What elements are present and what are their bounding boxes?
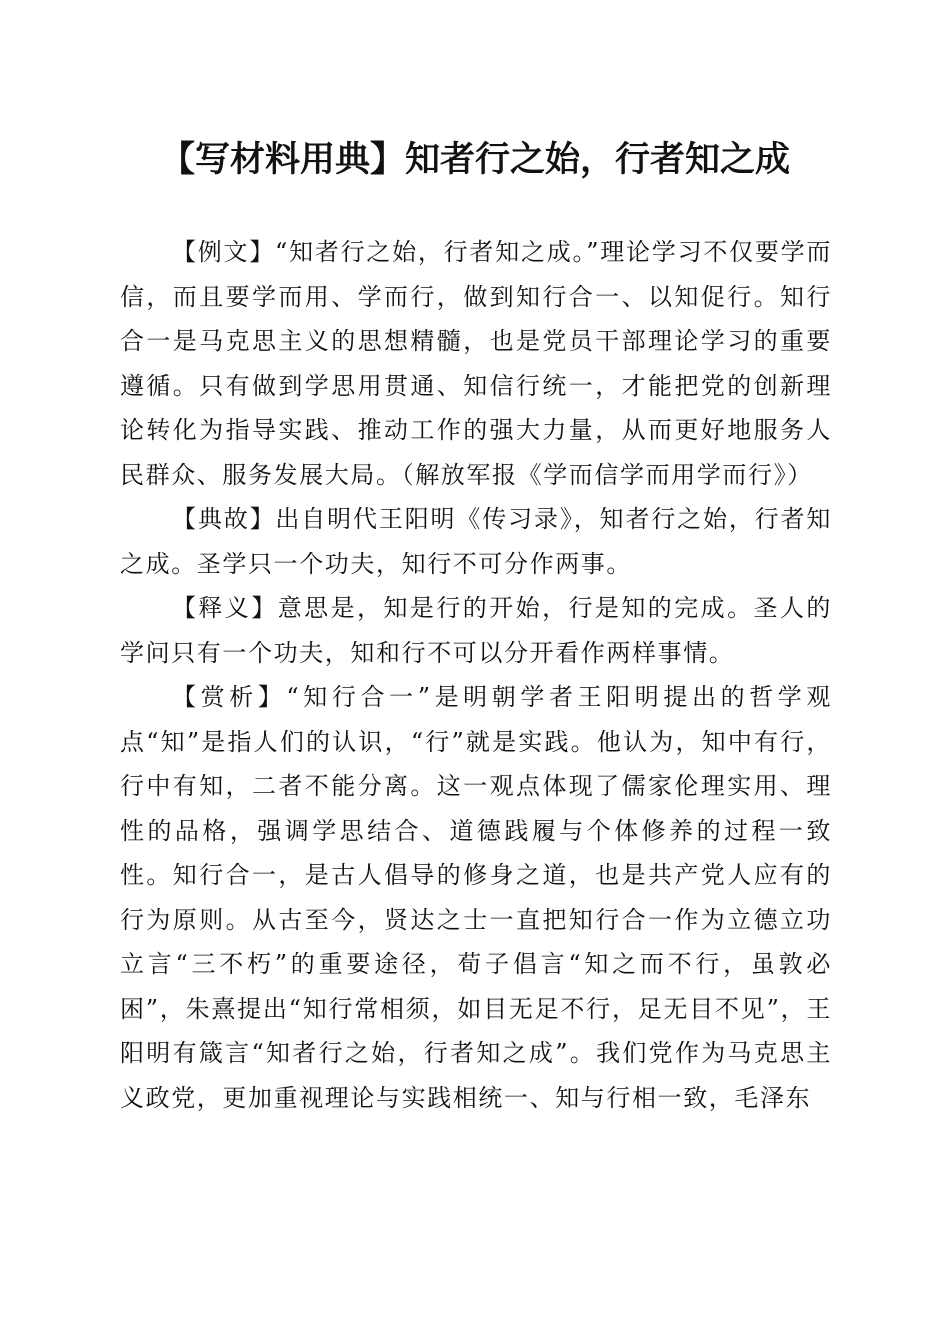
document-body	[120, 230, 832, 1120]
document-title: 【写材料用典】知者行之始，行者知之成	[159, 139, 790, 180]
paragraph-interpretation: 【释义】意思是，知是行的开始，行是知的完成。圣人的学问只有一个功夫，知和行不可以分开看作两样事情。	[120, 594, 832, 667]
paragraph-allusion: 【典故】出自明代王阳明《传习录》，知者行之始，行者知之成。圣学只一个功夫，知行不可分作两事。	[120, 505, 832, 578]
paragraph-appreciation: 【赏析】“知行合一”是明朝学者王阳明提出的哲学观点“知”是指人们的认识，“行”就是实践。他认为，知中有行，行中有知，二者不能分离。这一观点体现了儒家伦理实用、理性的品格，强调学思结合、道德践履与个体修养的过程一致性。知行合一，是古人倡导的修身之道，也是共产党人应有的行为原则。从古至今，贤达之士一直把知行合一作为立德立功立言“三不朽”的重要途径，荀子倡言“知之而不行，虽敦必困”，朱熹提出“知行常相须，如目无足不行，足无目不见”，王阳明有箴言“知者行之始，行者知之成”。我们党作为马克思主义政党，更加重视理论与实践相统一、知与行相一致，毛泽东	[120, 683, 832, 1112]
paragraph-example: 【例文】“知者行之始，行者知之成。”理论学习不仅要学而信，而且要学而用、学而行，做到知行合一、以知促行。知行合一是马克思主义的思想精髓，也是党员干部理论学习的重要遵循。只有做到学思用贯通、知信行统一，才能把党的创新理论转化为指导实践、推动工作的强大力量，从而更好地服务人民群众、服务发展大局。（解放军报《学而信学而用学而行》）	[120, 238, 832, 489]
